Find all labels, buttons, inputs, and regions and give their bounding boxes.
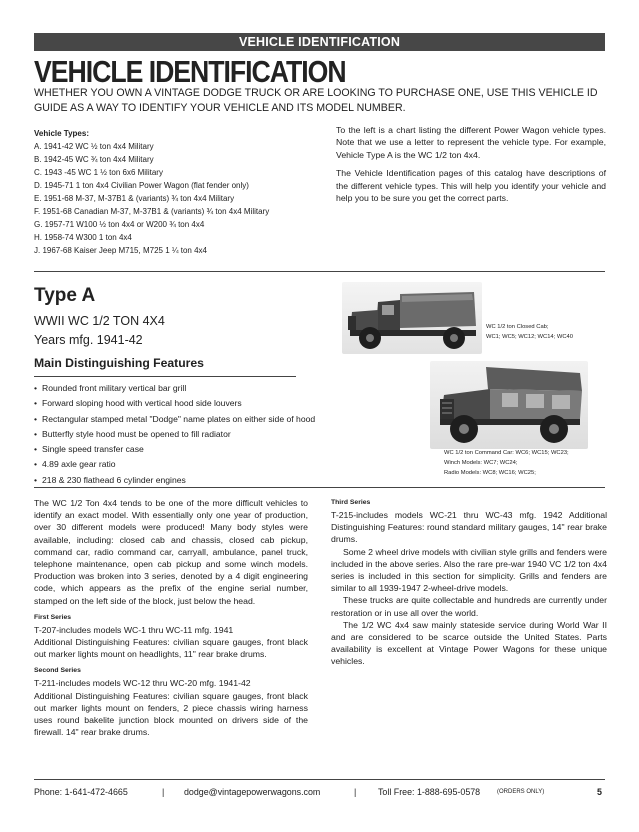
caption-line: WC 1/2 ton Command Car: WC6; WC15; WC23; (444, 450, 569, 456)
features-list (34, 381, 364, 488)
section-divider (34, 271, 605, 272)
closed-cab-truck-photo (342, 282, 482, 354)
type-a-years: Years mfg. 1941-42 (34, 333, 143, 347)
body-paragraph: The WC 1/2 Ton 4x4 tends to be one of the more difficult vehicles to identify an exact model. With essentially only one year of production, over 30 different models were produced! Many body styles were available, including: closed cab and chassis, closed cab pickup, command car, radio command car, carryall, ambulance, panel truck, telephone maintenance, open cab pickup and some winch models. Production was broken into 3 series, denoted by a 4 digit engineering code, which appears as the prefix of the engine serial number, stamped on the left side of the block, just below the head. (34, 498, 308, 606)
series-text: Additional Distinguishing Features: civilian square gauges, front black out marker lights mount on headlights, 11" rear brake drums. (34, 637, 308, 660)
footer-separator: | (354, 787, 357, 797)
section-divider (34, 487, 605, 488)
feature-item: • Rounded front military vertical bar grill (34, 381, 364, 396)
feature-item: • Butterfly style hood must be opened to fill radiator (34, 427, 364, 442)
vehicle-type-item: D. 1945-71 1 ton 4x4 Civilian Power Wagon (flat fender only) (34, 181, 249, 190)
header-bar: VEHICLE IDENTIFICATION (34, 33, 605, 51)
series-line: T-207-includes models WC-1 thru WC-11 mfg. 1941 (34, 624, 234, 635)
vehicle-type-item: J. 1967-68 Kaiser Jeep M715, M725 1 ¼ ton 4x4 (34, 246, 207, 255)
photo1-caption (486, 322, 573, 342)
explanation-paragraph: To the left is a chart listing the different Power Wagon vehicle types. Note that we use a letter to represent the vehicle type. For example, Vehicle Type A is the WC 1/2 ton 4x4. (336, 125, 606, 160)
feature-item: • Forward sloping hood with vertical hood side louvers (34, 396, 364, 411)
vehicle-type-item: H. 1958-74 W300 1 ton 4x4 (34, 233, 132, 242)
series-heading: Second Series (34, 667, 81, 675)
series-text: Additional Distinguishing Features: civilian square gauges, front black out marker lights mount on fenders, 2 piece chassis wiring harness uses round bakelite junction block mounted on drivers side of the firewall. 14" rear brake drums. (34, 690, 308, 738)
footer-separator: | (162, 787, 165, 797)
body-paragraph: Some 2 wheel drive models with civilian style grills and fenders were included in the above series. Also the rare pre-war 1940 VC 1/2 ton 4x4 series is included in this section for simplicity. Grills and fenders are similar to all 1939-1947 2-wheel-drive models. (331, 546, 607, 594)
type-a-subtitle: WWII WC 1/2 TON 4X4 (34, 314, 165, 328)
features-heading: Main Distinguishing Features (34, 356, 204, 370)
feature-item: • 218 & 230 flathead 6 cylinder engines (34, 473, 364, 488)
intro-text: WHETHER YOU OWN A VINTAGE DODGE TRUCK OR ARE LOOKING TO PURCHASE ONE, USE THIS VEHICLE ID GUIDE AS A WAY TO IDENTIFY YOUR VEHICLE AND ITS MODEL NUMBER. (34, 87, 598, 114)
series-heading: Third Series (331, 499, 371, 506)
series-line: T-211-includes models WC-12 thru WC-20 mfg. 1941-42 (34, 678, 251, 689)
footer-email[interactable]: dodge@vintagepowerwagons.com (184, 787, 321, 797)
footer-tollfree: Toll Free: 1-888-695-0578 (378, 787, 481, 797)
series-heading: First Series (34, 613, 72, 621)
chart-explanation (336, 124, 606, 210)
feature-item: • Single speed transfer case (34, 442, 364, 457)
caption-line: Winch Models: WC7; WC24; (444, 460, 518, 466)
caption-line: Radio Models: WC8; WC16; WC25; (444, 470, 536, 476)
features-divider (34, 376, 296, 377)
explanation-paragraph: The Vehicle Identification pages of this catalog have descriptions of the different vehicle types. This will help you identify your vehicle and help you to be sure you get the correct parts. (336, 168, 606, 204)
vehicle-type-item: A. 1941-42 WC ½ ton 4x4 Military (34, 142, 154, 151)
caption-line: WC1; WC5; WC12; WC14; WC40 (486, 334, 573, 340)
body-right-column (331, 497, 607, 668)
vehicle-type-item: C. 1943 -45 WC 1 ½ ton 6x6 Military (34, 168, 163, 177)
body-paragraph: The 1/2 WC 4x4 saw mainly stateside service during World War II and are considered to be scarce outside the United States. Parts availability is excellent at Vintage Power Wagons for these unique vehicles. (331, 619, 607, 667)
body-paragraph: These trucks are quite collectable and hundreds are currently under restoration or in use all over the world. (331, 595, 607, 618)
vehicle-type-item: B. 1942-45 WC ¾ ton 4x4 Military (34, 155, 154, 164)
series-text: T-215-includes models WC-21 thru WC-43 mfg. 1942 Additional Distinguishing Features: round standard military gauges, 14" rear brake drums. (331, 510, 607, 545)
footer-divider (34, 779, 605, 780)
footer-orders-only: (ORDERS ONLY) (497, 789, 545, 795)
vehicle-type-item: F. 1951-68 Canadian M-37, M-37B1 & (variants) ¾ ton 4x4 Military (34, 207, 270, 216)
body-left-column (34, 497, 308, 738)
footer-phone: Phone: 1-641-472-4665 (34, 787, 128, 797)
vehicle-type-item: E. 1951-68 M-37, M-37B1 & (variants) ¾ ton 4x4 Military (34, 194, 235, 203)
page-number: 5 (597, 787, 602, 797)
page-title: VEHICLE IDENTIFICATION (34, 54, 346, 89)
vehicle-type-item: G. 1957-71 W100 ½ ton 4x4 or W200 ¾ ton 4x4 (34, 220, 205, 229)
vehicle-types-heading: Vehicle Types: (34, 129, 89, 138)
type-a-title: Type A (34, 285, 96, 306)
caption-line: WC 1/2 ton Closed Cab; (486, 324, 549, 330)
photo2-caption (444, 448, 569, 478)
command-car-photo (430, 361, 588, 449)
feature-item: • Rectangular stamped metal "Dodge" name plates on either side of hood (34, 412, 364, 427)
vehicle-types-list (34, 127, 334, 257)
feature-item: • 4.89 axle gear ratio (34, 457, 364, 472)
